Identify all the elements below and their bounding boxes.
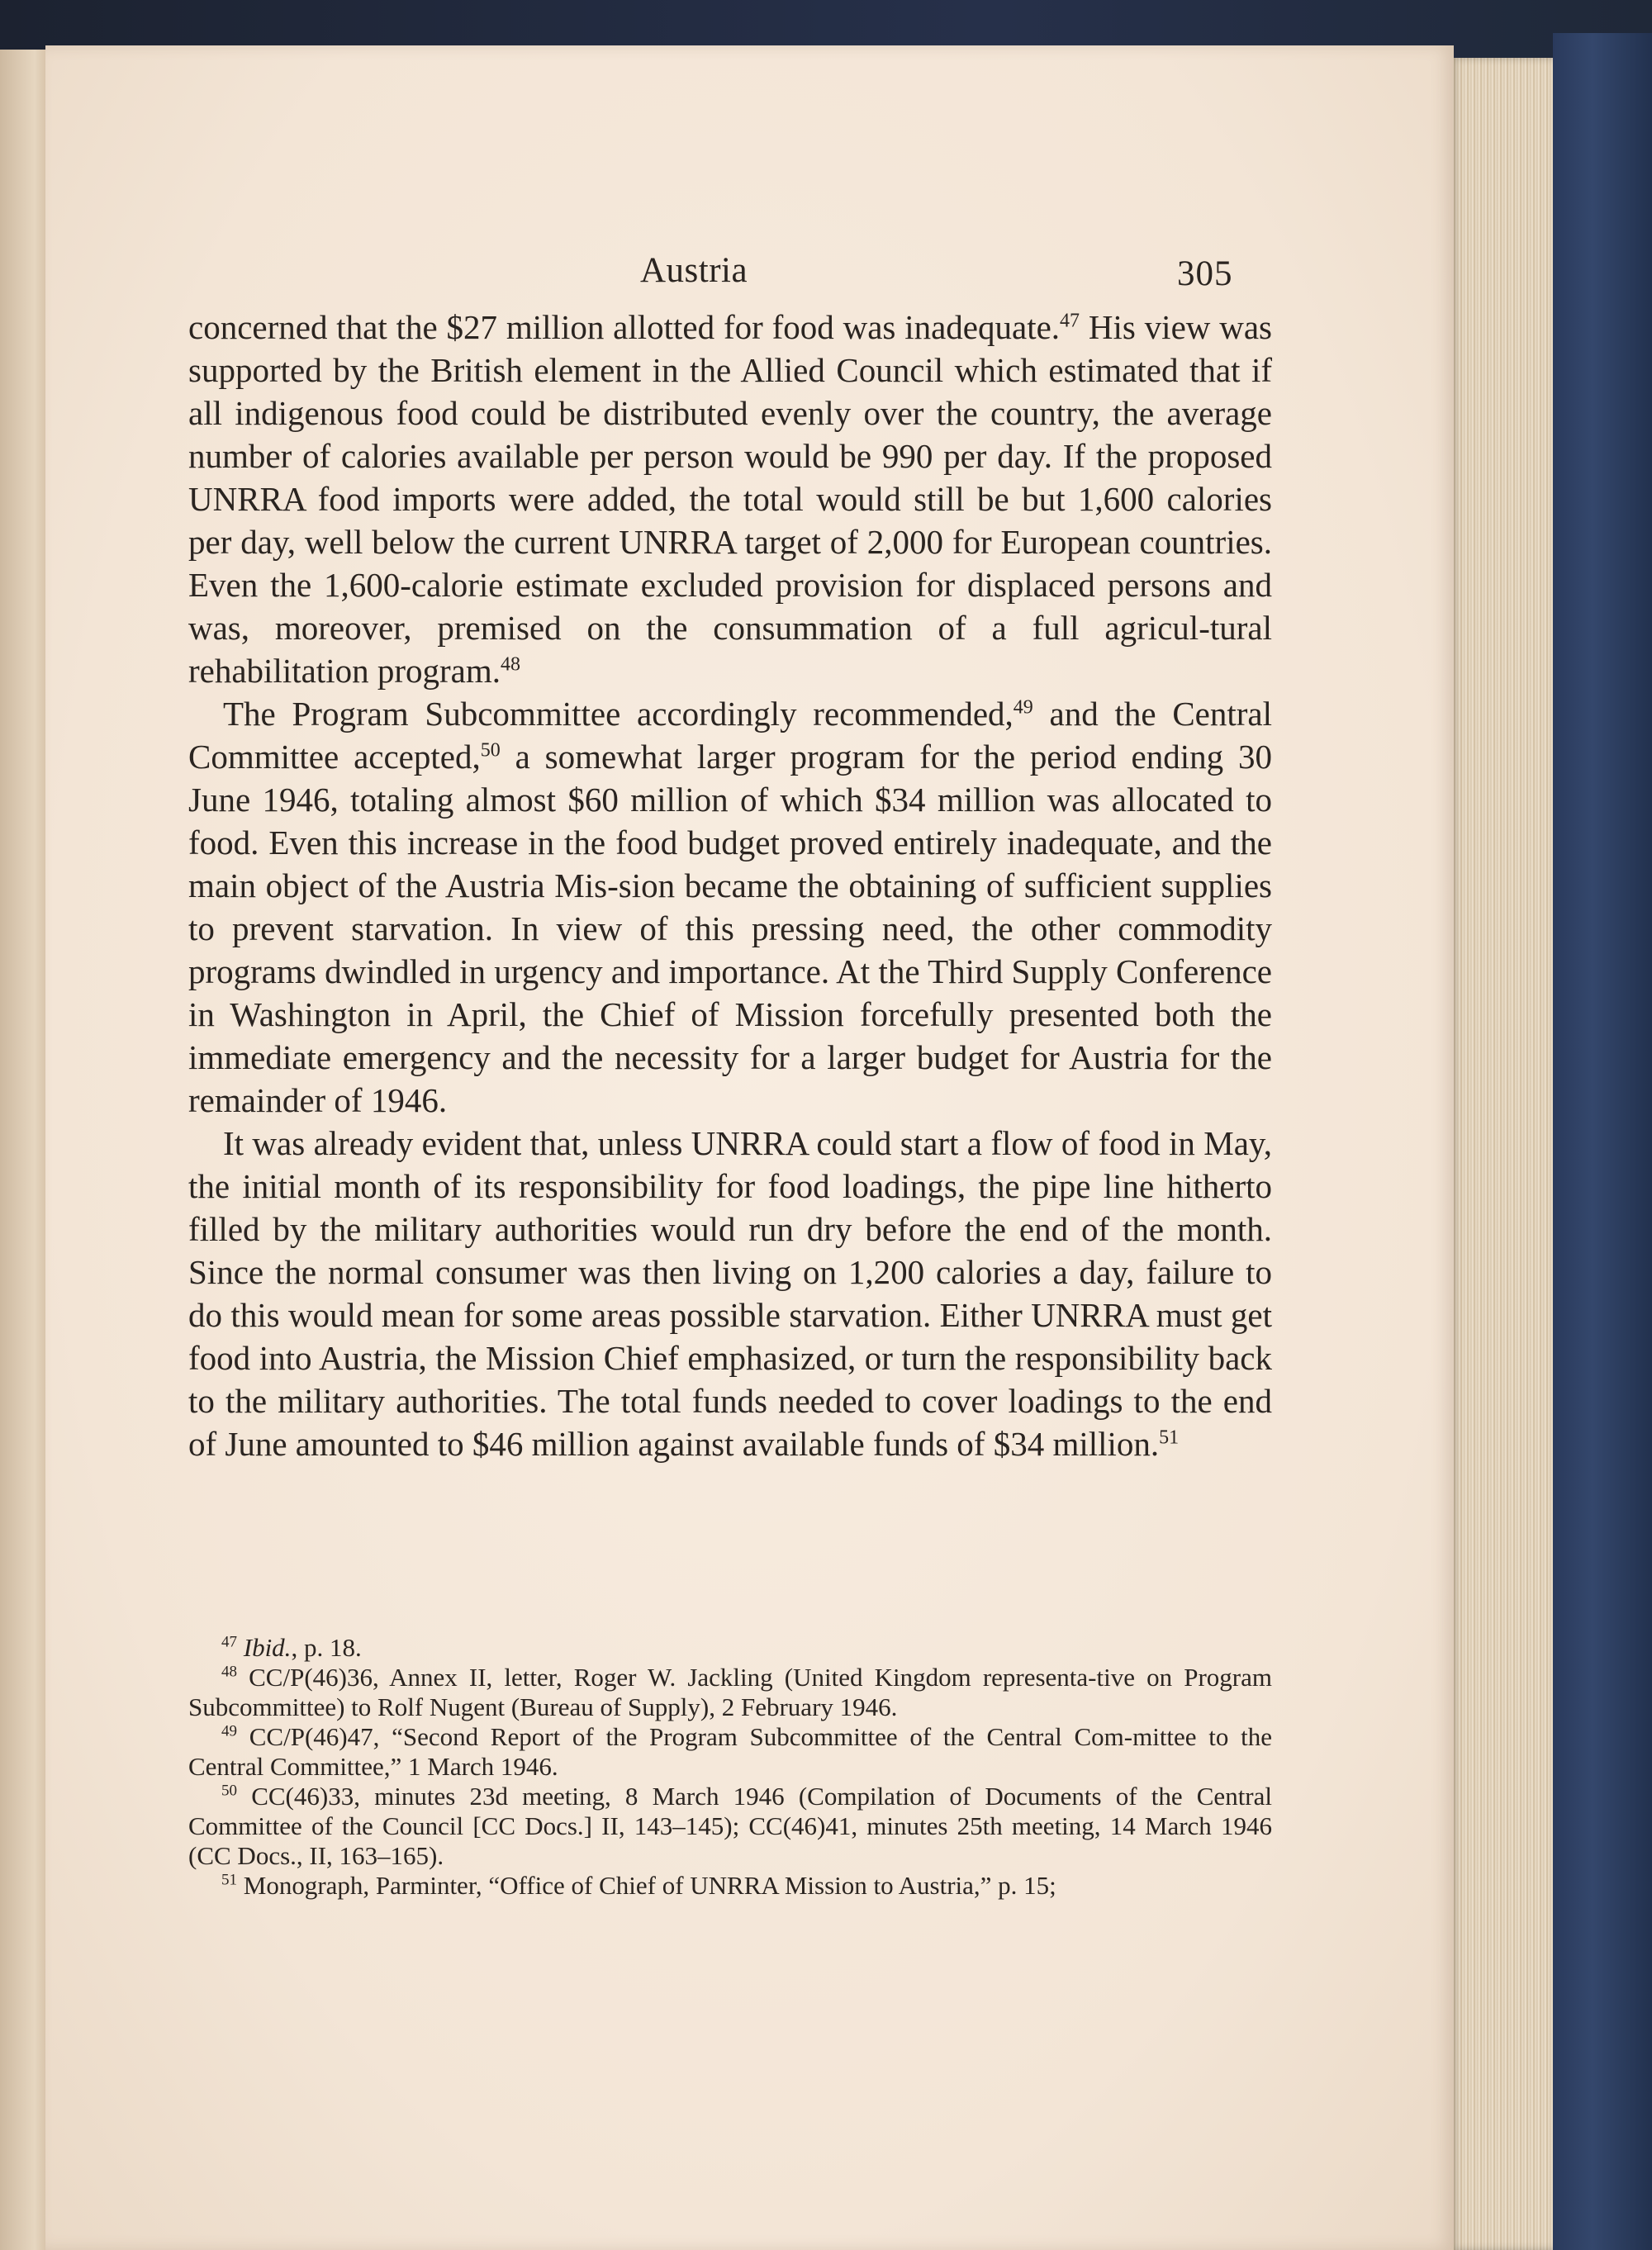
running-head-title: Austria: [640, 251, 748, 290]
body-paragraph: [188, 306, 1272, 692]
paragraph-text: concerned that the $27 million allotted for food was inadequate.: [188, 308, 1061, 346]
footnote-number: 47: [221, 1633, 237, 1651]
book-cover: [1553, 33, 1652, 2250]
footnote-text: , p. 18.: [291, 1633, 362, 1662]
footnote: [188, 1871, 1272, 1901]
paragraph-text: His view was supported by the British element in the Allied Council which estimated that if all indigenous food could be distributed evenly over the country, the average number of calories available per person would be 990 per day. If the proposed UNRRA food imports were added, the total would still be but 1,600 calories per day, well below the current UNRRA target of 2,000 for European countries. Even the 1,600-calorie estimate excluded provision for displaced persons and was, moreover, premised on the consummation of a full agricul-tural rehabilitation program.: [188, 308, 1272, 690]
footnote-text: CC/P(46)36, Annex II, letter, Roger W. Jackling (United Kingdom representa-tive on Program Subcommittee) to Rolf Nugent (Bureau of Supply), 2 February 1946.: [188, 1663, 1272, 1721]
footnote-number: 48: [221, 1663, 237, 1681]
footnote: [188, 1722, 1272, 1782]
footnote-reference: 49: [1013, 696, 1033, 719]
footnote-number: 51: [221, 1871, 237, 1889]
footnote: [188, 1782, 1272, 1871]
page-block-edge: [1450, 58, 1553, 2250]
footnote-number: 49: [221, 1722, 237, 1740]
footnote-reference: 48: [501, 653, 520, 676]
footnote-text: Monograph, Parminter, “Office of Chief of UNRRA Mission to Austria,” p. 15;: [243, 1871, 1056, 1900]
paragraph-text: The Program Subcommittee accordingly recommended,: [223, 695, 1014, 733]
footnotes: [188, 1633, 1272, 1901]
footnote: [188, 1663, 1272, 1722]
body-paragraph: [188, 692, 1272, 1122]
footnote-reference: 50: [480, 739, 501, 762]
footnote-text: Ibid.: [243, 1633, 292, 1662]
page-number: 305: [1177, 254, 1233, 293]
footnote-reference: 47: [1060, 310, 1080, 332]
footnote-text: CC(46)33, minutes 23d meeting, 8 March 1946 (Compilation of Documents of the Central Committee of the Council [CC Docs.] II, 143–145); CC(46)41, minutes 25th meeting, 14 March 1946 (CC Docs., II, 163–165).: [188, 1782, 1272, 1870]
body-text: [188, 306, 1272, 1465]
paragraph-text: It was already evident that, unless UNRRA could start a flow of food in May, the initial month of its responsibility for food loadings, the pipe line hitherto filled by the military authorities would run dry before the end of the month. Since the normal consumer was then living on 1,200 calories a day, failure to do this would mean for some areas possible starvation. Either UNRRA must get food into Austria, the Mission Chief emphasized, or turn the responsibility back to the military authorities. The total funds needed to cover loadings to the end of June amounted to $46 million against available funds of $34 million.: [188, 1124, 1272, 1463]
footnote: [188, 1633, 1272, 1663]
body-paragraph: [188, 1122, 1272, 1465]
footnote-reference: 51: [1159, 1426, 1180, 1449]
footnote-number: 50: [221, 1782, 237, 1800]
book-page: [45, 45, 1454, 2250]
paragraph-text: a somewhat larger program for the period ending 30 June 1946, totaling almost $60 million of which $34 million was allocated to food. Even this increase in the food budget proved entirely inadequate, and the main object of the Austria Mis-sion became the obtaining of sufficient supplies to prevent starvation. In view of this pressing need, the other commodity programs dwindled in urgency and importance. At the Third Supply Conference in Washington in April, the Chief of Mission forcefully presented both the immediate emergency and the necessity for a larger budget for Austria for the remainder of 1946.: [188, 738, 1272, 1119]
footnote-text: CC/P(46)47, “Second Report of the Program Subcommittee of the Central Com-mittee to the Central Committee,” 1 March 1946.: [188, 1722, 1272, 1781]
paragraph-text: and the Central Committee accepted,: [188, 695, 1273, 776]
